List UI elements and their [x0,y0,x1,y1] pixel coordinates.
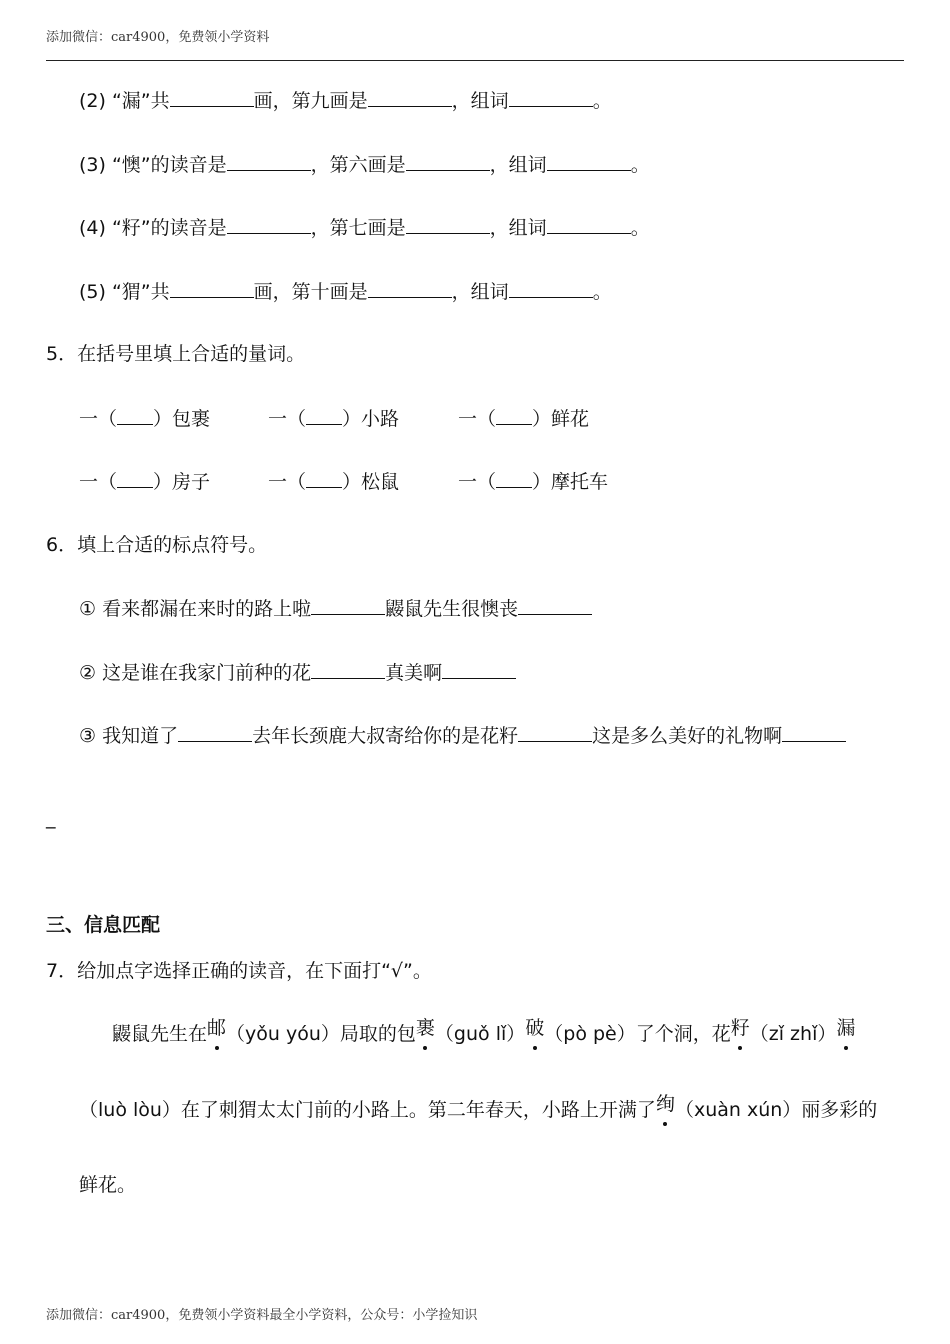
q6-sentence-3 [79,723,846,748]
q5-noun: 摩托车 [551,471,609,493]
answer-blank[interactable] [170,88,254,107]
answer-blank[interactable] [368,88,452,107]
q4-item-text: 画，第九画是 [253,90,368,112]
answer-blank[interactable] [518,596,592,615]
q4-item-text: “漏”共 [111,90,170,112]
q4-item-number: (4) [79,217,106,239]
dotted-char: 破 [525,1017,545,1039]
answer-blank[interactable] [547,215,631,234]
answer-blank[interactable] [496,469,532,488]
q7-line-2 [79,1093,878,1122]
q5-noun: 包裹 [172,408,211,430]
section-title: 三、信息匹配 [46,914,161,936]
q4-item-text: ，组词 [489,154,547,176]
q6-text: 鼹鼠先生很懊丧 [385,598,519,620]
q5-suffix: ） [153,471,173,493]
q5-noun: 鲜花 [551,408,590,430]
page-footer: 添加微信：car4900，免费领小学资料最全小学资料，公众号：小学捡知识 [46,1308,478,1323]
q5-suffix: ） [342,471,362,493]
q6-text: 真美啊 [385,662,443,684]
answer-blank[interactable] [306,469,342,488]
page-header: 添加微信：car4900，免费领小学资料 [46,30,270,45]
answer-blank[interactable] [496,406,532,425]
q4-item-2 [79,88,612,113]
dotted-char: 漏 [836,1017,856,1039]
answer-blank[interactable] [311,660,385,679]
q4-item-number: (3) [79,154,106,176]
q4-item-text: ，第六画是 [310,154,406,176]
dotted-char: 绚 [655,1093,675,1115]
q4-item-end: 。 [592,90,612,112]
q7-text: 鼹鼠先生在 [112,1023,208,1045]
q6-sentence-2 [79,660,516,685]
q6-sentence-1 [79,596,592,621]
q5-suffix: ） [532,471,552,493]
q4-item-text: “懊”的读音是 [111,154,227,176]
q4-item-text: “猬”共 [111,281,170,303]
q6-text: ③ 我知道了 [79,725,179,747]
q7-line-3: 鲜花。 [79,1174,137,1196]
q5-suffix: ） [532,408,552,430]
q5-item [458,469,608,494]
q6-overflow-blank: _ [46,807,56,829]
answer-blank[interactable] [406,215,490,234]
answer-blank[interactable] [782,723,846,742]
q4-item-text: ，第七画是 [310,217,406,239]
q6-text: ② 这是谁在我家门前种的花 [79,662,312,684]
answer-blank[interactable] [311,596,385,615]
answer-blank[interactable] [227,152,311,171]
answer-blank[interactable] [306,406,342,425]
q5-prefix: 一（ [458,471,497,493]
q5-title: 5．在括号里填上合适的量词。 [46,343,306,365]
q6-title: 6．填上合适的标点符号。 [46,534,268,556]
q4-item-end: 。 [630,217,650,239]
q5-noun: 小路 [361,408,400,430]
q5-item [79,469,210,494]
q4-item-text: “籽”的读音是 [111,217,227,239]
answer-blank[interactable] [509,279,593,298]
q7-title: 7．给加点字选择正确的读音，在下面打“√”。 [46,960,432,982]
answer-blank[interactable] [518,723,592,742]
pinyin-options[interactable]: （luò lòu）在了刺猬太太门前的小路上。第二年春天，小路上开满了 [79,1099,656,1121]
dotted-char: 裹 [415,1017,435,1039]
pinyin-options[interactable]: （xuàn xún）丽多彩的 [674,1099,878,1121]
q4-item-text: ，组词 [489,217,547,239]
q5-prefix: 一（ [268,471,307,493]
q6-text: 这是多么美好的礼物啊 [592,725,783,747]
q5-suffix: ） [153,408,173,430]
q4-item-end: 。 [592,281,612,303]
answer-blank[interactable] [227,215,311,234]
q5-prefix: 一（ [268,408,307,430]
q4-item-text: ，组词 [451,281,509,303]
q5-item [79,406,210,431]
header-divider [46,60,904,61]
q5-prefix: 一（ [458,408,497,430]
q4-item-5 [79,279,612,304]
q4-item-text: ，组词 [451,90,509,112]
answer-blank[interactable] [178,723,252,742]
q5-prefix: 一（ [79,408,118,430]
q4-item-3 [79,152,650,177]
answer-blank[interactable] [547,152,631,171]
q5-noun: 松鼠 [361,471,400,493]
answer-blank[interactable] [117,469,153,488]
q5-item [268,469,399,494]
q4-item-text: 画，第十画是 [253,281,368,303]
answer-blank[interactable] [442,660,516,679]
answer-blank[interactable] [406,152,490,171]
q5-item [458,406,589,431]
q4-item-number: (5) [79,281,106,303]
dotted-char: 籽 [730,1017,750,1039]
q4-item-number: (2) [79,90,106,112]
q6-text: 去年长颈鹿大叔寄给你的是花籽 [252,725,519,747]
answer-blank[interactable] [170,279,254,298]
q4-item-end: 。 [630,154,650,176]
dotted-char: 邮 [207,1017,227,1039]
q6-text: ① 看来都漏在来时的路上啦 [79,598,312,620]
answer-blank[interactable] [117,406,153,425]
pinyin-options[interactable]: （guǒ lǐ） [434,1023,526,1045]
q4-item-4 [79,215,650,240]
q5-noun: 房子 [172,471,211,493]
q5-prefix: 一（ [79,471,118,493]
q7-line-1 [112,1017,856,1046]
answer-blank[interactable] [368,279,452,298]
answer-blank[interactable] [509,88,593,107]
pinyin-options[interactable]: （zǐ zhǐ） [749,1023,837,1045]
q5-suffix: ） [342,408,362,430]
pinyin-options[interactable]: （yǒu yóu）局取的包 [226,1023,416,1045]
q5-item [268,406,399,431]
pinyin-options[interactable]: （pò pè）了个洞，花 [544,1023,731,1045]
